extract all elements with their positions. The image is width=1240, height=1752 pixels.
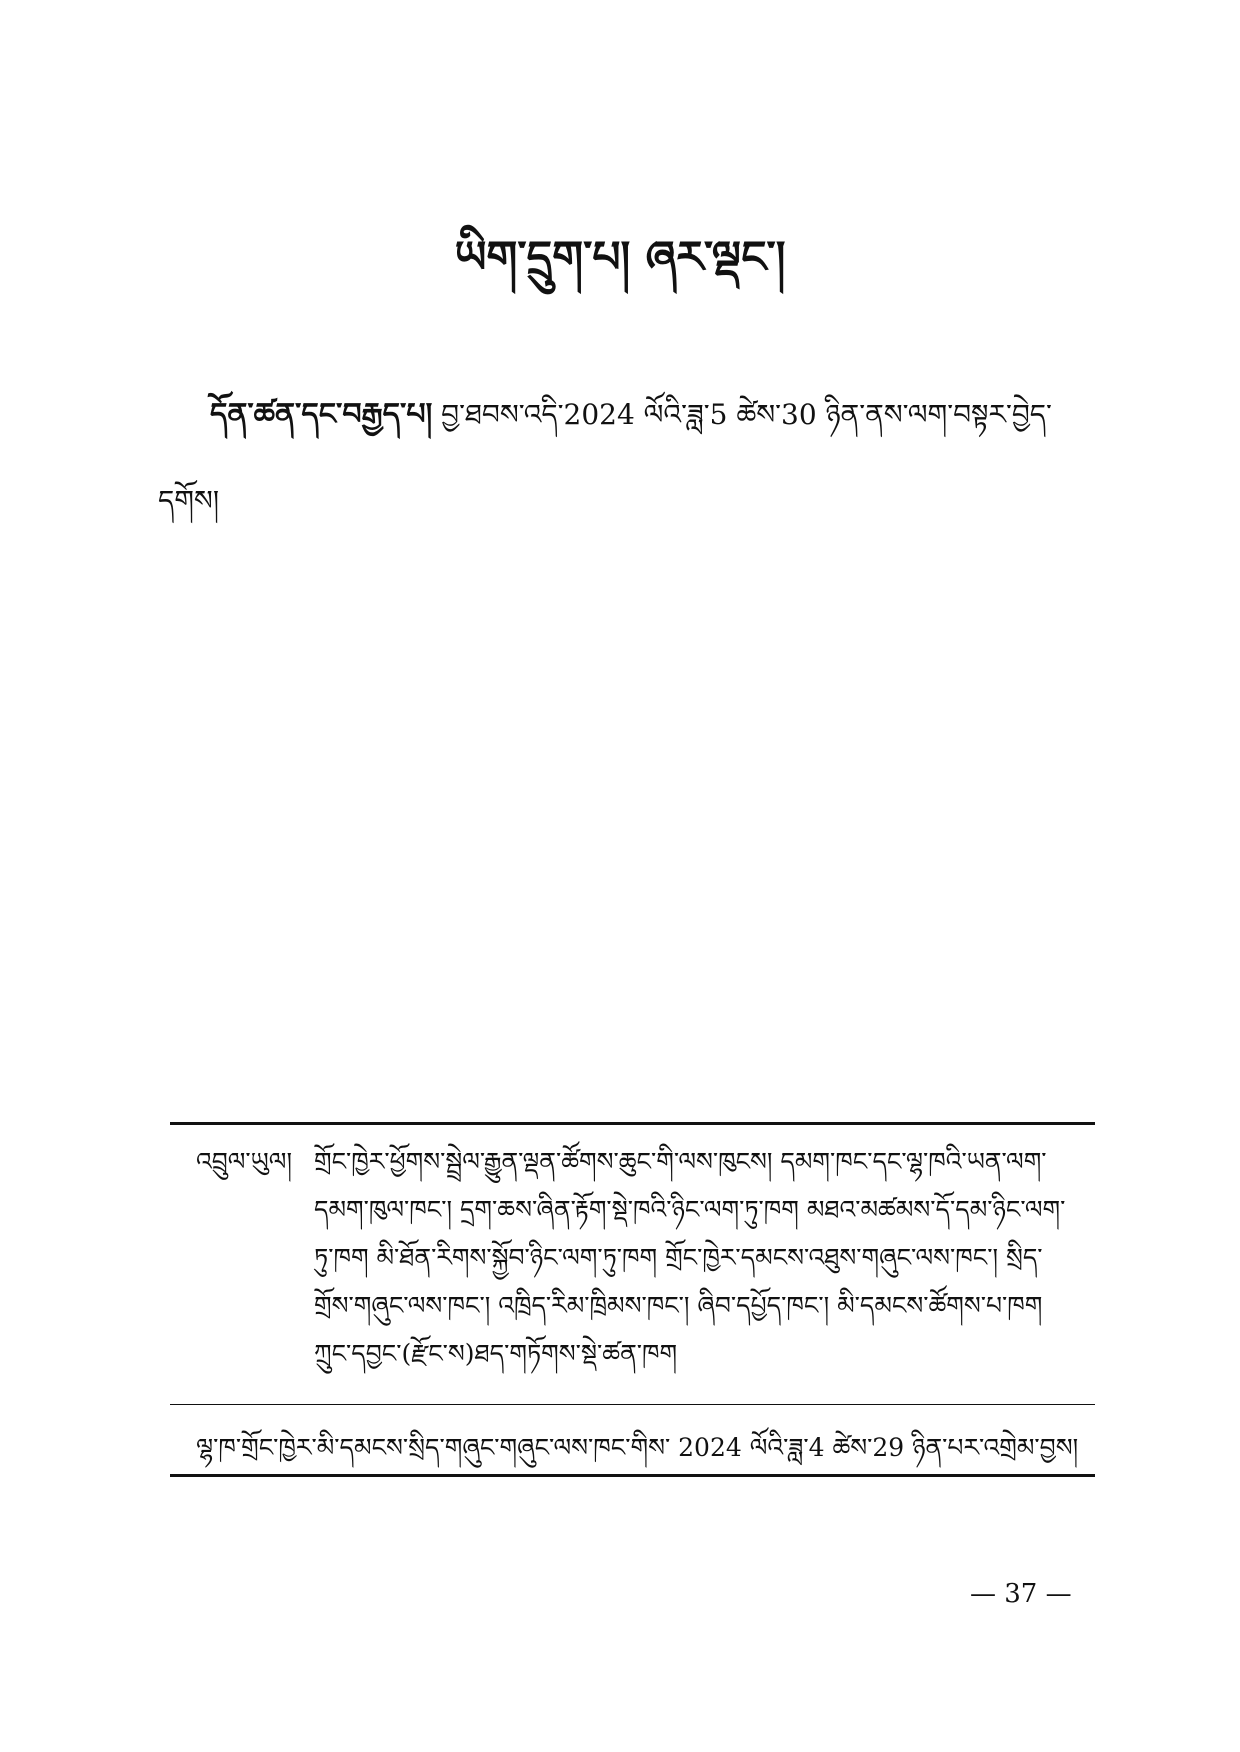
document-title: ཡིག་དྲུག་པ། ཞར་ལྡང་། bbox=[454, 232, 786, 283]
distribution-block bbox=[196, 1138, 1076, 1378]
distribution-label: འབྲུལ་ཡུལ། bbox=[196, 1147, 293, 1176]
distribution-list: གྲོང་ཁྱེར་ཕྱོགས་སྦྲེལ་རྒྱུན་ལྡན་ཚོགས་ཆུང་གི་ལས་ཁུངས། དམག་ཁང་དང་ལྷ་ཁའི་ཡན་ལག་དམག་ཁུལ་ཁང་། དྲག་ཆས་ཞིན་རྟོག་སྡེ་ཁའི་ཉིང་ལག་ཏུ་ཁག མཐའ་མཚམས་དོ་དམ་ཉིང་ལག་ཏུ་ཁག མི་ཐོན་རིགས་སྐྱོབ་ཉིང་ལག་ཏུ་ཁག གྲོང་ཁྱེར་དམངས་འཐུས་གཞུང་ལས་ཁང་། སྲིད་གྲོས་གཞུང་ལས་ཁང་། འཁྲིད་རིམ་ཁྲིམས་ཁང་། ཞིབ་དཔྱོད་ཁང་། མི་དམངས་ཚོགས་པ་ཁག ཀྲུང་དབྱང་(རྫོང་ས)ཐད་གཏོགས་སྡེ་ཚན་ཁག bbox=[314, 1147, 1066, 1368]
article-paragraph bbox=[158, 372, 1088, 544]
middle-rule bbox=[170, 1404, 1095, 1405]
bottom-rule bbox=[170, 1474, 1095, 1477]
article-heading: དོན་ཚན་དང་བརྒྱད་པ། bbox=[210, 397, 433, 432]
page-number: — 37 — bbox=[970, 1579, 1072, 1609]
issuing-statement: ལྷ་ཁ་གྲོང་ཁྱེར་མི་དམངས་སྲིད་གཞུང་གཞུང་ལས་ཁང་གིས་ 2024 ལོའི་ཟླ་4 ཚེས་29 ཉིན་པར་འགྲེམ་བྱས། bbox=[196, 1433, 1079, 1462]
top-rule bbox=[170, 1122, 1095, 1125]
article-text: བྱ་ཐབས་འདི་2024 ལོའི་ཟླ་5 ཚེས་30 ཉིན་ནས་ལག་བསྟར་བྱེད་དགོས། bbox=[158, 398, 1052, 517]
